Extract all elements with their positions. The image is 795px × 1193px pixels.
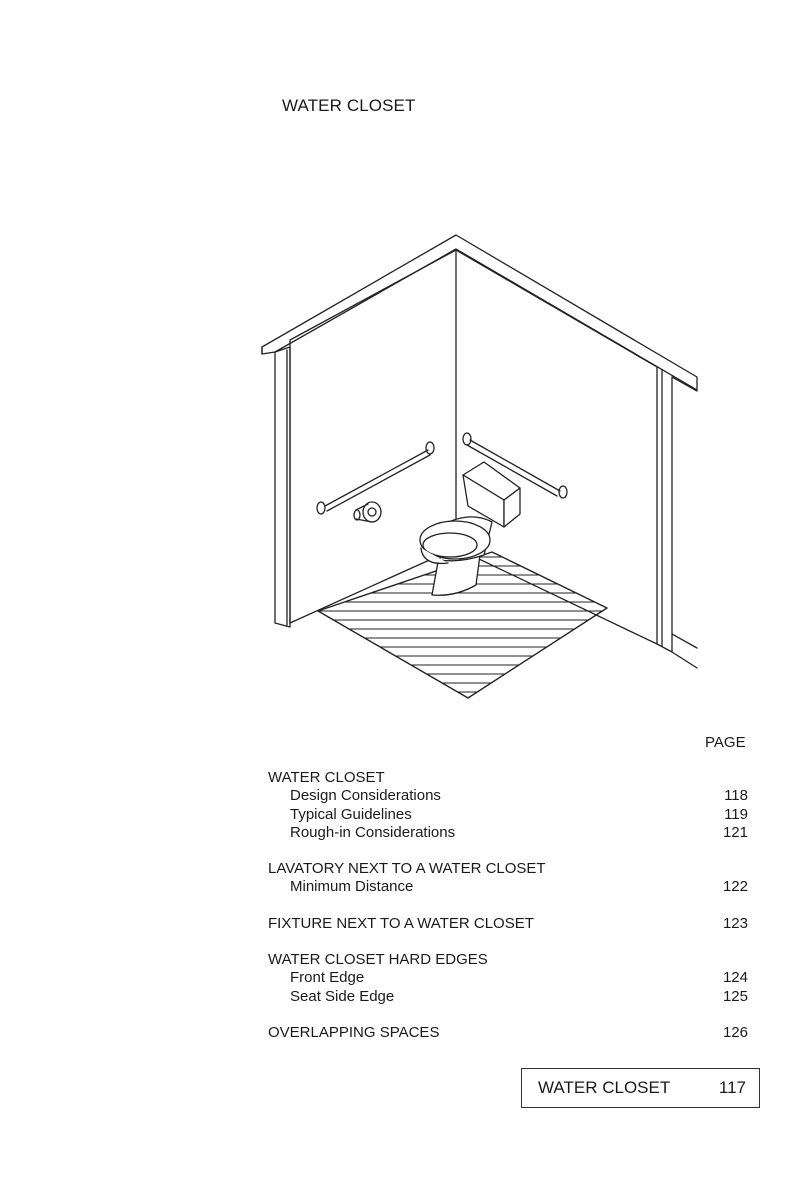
toc-row [268,915,748,933]
toc-page-number: 122 [722,878,748,896]
toc-item-label: Rough-in Considerations [290,823,456,841]
toc-row [268,951,748,969]
toc-section-title: LAVATORY NEXT TO A WATER CLOSET [268,860,546,878]
water-closet-stall-illustration [255,225,700,705]
toc-row [268,769,748,787]
toc-section-title: WATER CLOSET [268,769,385,786]
toc-page-number: 126 [722,1023,748,1041]
toc-row [268,969,748,987]
toc-section [268,951,748,1006]
page-title: WATER CLOSET [282,96,416,115]
toc-row [268,1024,748,1042]
toc-section [268,860,748,897]
toc-page-number: 124 [722,969,748,987]
toc-row [268,988,748,1006]
toc-row [268,860,748,878]
toc-row [268,787,748,805]
toc-section-title: OVERLAPPING SPACES [268,1023,440,1041]
toc-page-number: 123 [722,914,748,932]
toc-row [268,878,748,896]
toc-page-number: 118 [724,787,748,805]
toc-item-label: Typical Guidelines [290,805,412,823]
toc-row [268,824,748,842]
toc-page-number: 119 [724,805,748,823]
table-of-contents [268,769,748,1060]
footer-section-title: WATER CLOSET [538,1078,671,1097]
toc-section [268,1024,748,1042]
toc-section [268,769,748,842]
toc-page-number: 121 [722,823,748,841]
footer-section-label [521,1068,760,1108]
toc-section [268,915,748,933]
toilet-paper-holder-icon [354,502,381,522]
toc-item-label: Front Edge [290,969,365,987]
toc-item-label: Design Considerations [290,787,441,805]
toc-section-title: WATER CLOSET HARD EDGES [268,951,488,969]
toc-row [268,806,748,824]
footer-page-number: 117 [718,1078,746,1097]
toc-item-label: Minimum Distance [290,878,414,896]
toc-page-number: 125 [722,987,748,1005]
page-column-heading: PAGE [705,734,746,751]
toc-item-label: Seat Side Edge [290,987,395,1005]
toc-section-title: FIXTURE NEXT TO A WATER CLOSET [268,914,534,932]
